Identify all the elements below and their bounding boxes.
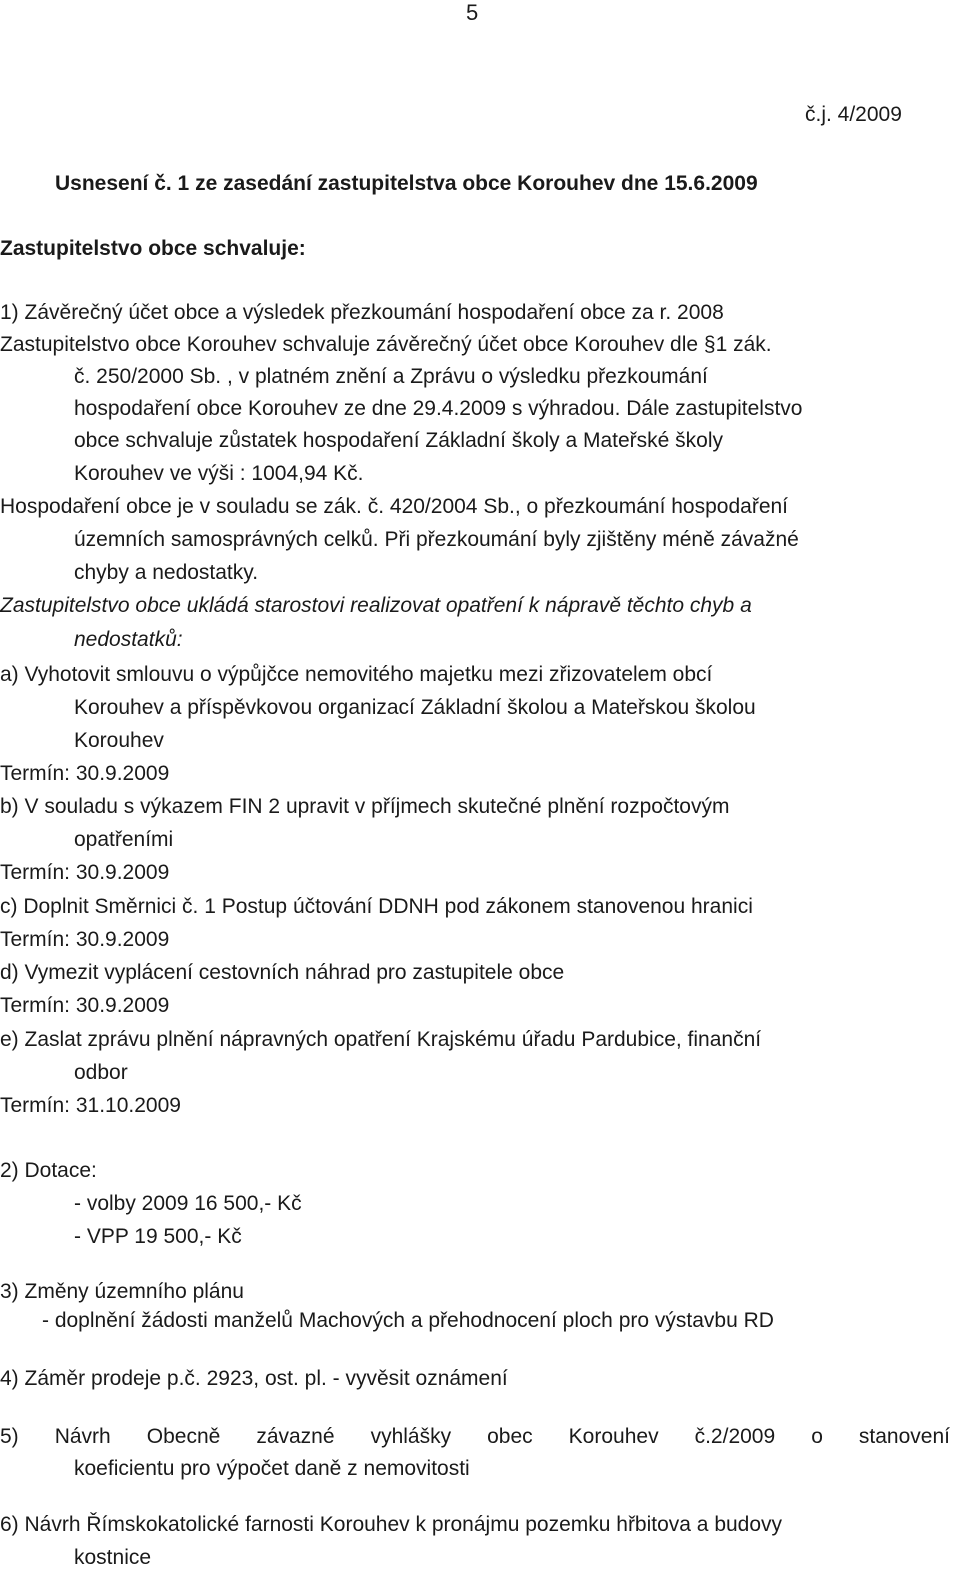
item1-line: Korouhev ve výši : 1004,94 Kč. bbox=[74, 462, 364, 485]
document-title: Usnesení č. 1 ze zasedání zastupitelstva obce Korouhev dne 15.6.2009 bbox=[55, 172, 758, 195]
item6-line1: 6) Návrh Římskokatolické farnosti Korouhev k pronájmu pozemku hřbitova a budovy bbox=[0, 1513, 783, 1536]
page-number: 5 bbox=[466, 0, 479, 25]
item1-line: chyby a nedostatky. bbox=[74, 561, 259, 584]
item5-word: stanovení bbox=[858, 1425, 950, 1448]
item5-word: Návrh bbox=[54, 1425, 111, 1448]
task-line: Korouhev bbox=[74, 729, 164, 752]
reference-number: č.j. 4/2009 bbox=[805, 103, 902, 126]
task-line: d) Vymezit vyplácení cestovních náhrad pro zastupitele obce bbox=[0, 961, 565, 984]
item5-line1 bbox=[0, 1426, 950, 1447]
item2-line: - VPP 19 500,- Kč bbox=[74, 1225, 242, 1248]
task-line: e) Zaslat zprávu plnění nápravných opatření Krajskému úřadu Pardubice, finanční bbox=[0, 1028, 762, 1051]
item1-line: hospodaření obce Korouhev ze dne 29.4.2009 s výhradou. Dále zastupitelstvo bbox=[74, 397, 803, 420]
item1-line: 1) Závěrečný účet obce a výsledek přezkoumání hospodaření obce za r. 2008 bbox=[0, 301, 724, 324]
task-line: opatřeními bbox=[74, 828, 174, 851]
item5-word: Korouhev bbox=[568, 1425, 659, 1448]
item5-word: 5) bbox=[0, 1425, 19, 1448]
deadline: Termín: 30.9.2009 bbox=[0, 994, 170, 1017]
item5-word: Obecně bbox=[146, 1425, 221, 1448]
item5-word: vyhlášky bbox=[370, 1425, 452, 1448]
item5-word: o bbox=[811, 1425, 823, 1448]
deadline: Termín: 31.10.2009 bbox=[0, 1094, 181, 1117]
item5-word: obec bbox=[487, 1425, 533, 1448]
instruction-line: Zastupitelstvo obce ukládá starostovi realizovat opatření k nápravě těchto chyb a bbox=[0, 594, 752, 617]
approves-heading: Zastupitelstvo obce schvaluje: bbox=[0, 237, 306, 260]
task-line: odbor bbox=[74, 1061, 128, 1084]
task-line: a) Vyhotovit smlouvu o výpůjčce nemovitého majetku mezi zřizovatelem obcí bbox=[0, 663, 713, 686]
deadline: Termín: 30.9.2009 bbox=[0, 861, 170, 884]
item3-line: - doplnění žádosti manželů Machových a přehodnocení ploch pro výstavbu RD bbox=[42, 1309, 774, 1332]
item1-line: obce schvaluje zůstatek hospodaření Základní školy a Mateřské školy bbox=[74, 429, 724, 452]
item2-line: - volby 2009 16 500,- Kč bbox=[74, 1192, 302, 1215]
item1-line: č. 250/2000 Sb. , v platném znění a Zprávu o výsledku přezkoumání bbox=[74, 365, 708, 388]
item1-line: Zastupitelstvo obce Korouhev schvaluje závěrečný účet obce Korouhev dle §1 zák. bbox=[0, 333, 772, 356]
item4-line: 4) Záměr prodeje p.č. 2923, ost. pl. - vyvěsit oznámení bbox=[0, 1367, 508, 1390]
item5-line2: koeficientu pro výpočet daně z nemovitosti bbox=[74, 1457, 470, 1480]
instruction-line: nedostatků: bbox=[74, 628, 183, 651]
item5-word: závazné bbox=[256, 1425, 335, 1448]
item5-word: č.2/2009 bbox=[694, 1425, 776, 1448]
item3-heading: 3) Změny územního plánu bbox=[0, 1280, 244, 1303]
deadline: Termín: 30.9.2009 bbox=[0, 928, 170, 951]
task-line: Korouhev a příspěvkovou organizací Základní školou a Mateřskou školou bbox=[74, 696, 756, 719]
item1-line: Hospodaření obce je v souladu se zák. č. 420/2004 Sb., o přezkoumání hospodaření bbox=[0, 495, 789, 518]
task-line: b) V souladu s výkazem FIN 2 upravit v příjmech skutečné plnění rozpočtovým bbox=[0, 795, 730, 818]
deadline: Termín: 30.9.2009 bbox=[0, 762, 170, 785]
item2-heading: 2) Dotace: bbox=[0, 1159, 97, 1182]
item6-line2: kostnice bbox=[74, 1546, 152, 1569]
task-line: c) Doplnit Směrnici č. 1 Postup účtování DDNH pod zákonem stanovenou hranici bbox=[0, 895, 753, 918]
item1-line: územních samosprávných celků. Při přezkoumání byly zjištěny méně závažné bbox=[74, 528, 799, 551]
